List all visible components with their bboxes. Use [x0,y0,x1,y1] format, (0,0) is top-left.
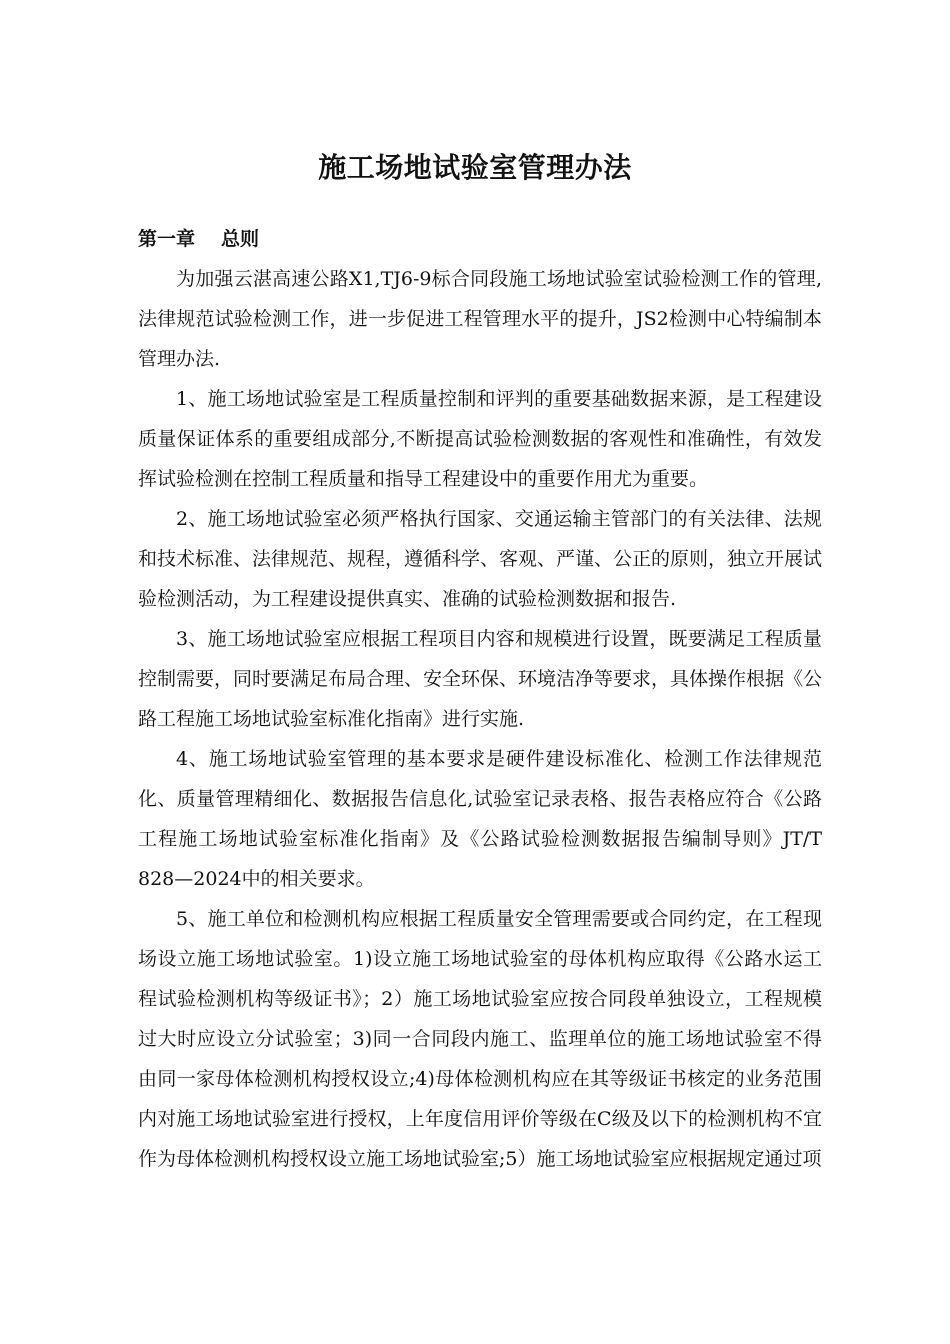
body-text [138,259,822,1179]
intro-paragraph: 为加强云湛高速公路X1,TJ6-9标合同段施工场地试验室试验检测工作的管理,法律规范试验检测工作，进一步促进工程管理水平的提升，JS2检测中心特编制本管理办法. [138,268,822,370]
chapter-number: 第一章 [138,228,196,250]
paragraph-item-1: 1、施工场地试验室是工程质量控制和评判的重要基础数据来源，是工程建设质量保证体系的重要组成部分,不断提高试验检测数据的客观性和准确性，有效发挥试验检测在控制工程质量和指导工程建设中的重要作用尤为重要。 [138,388,822,490]
paragraph-item-3: 3、施工场地试验室应根据工程项目内容和规模进行设置，既要满足工程质量控制需要，同时要满足布局合理、安全环保、环境洁净等要求，具体操作根据《公路工程施工场地试验室标准化指南》进行实施. [138,628,823,730]
chapter-heading [138,224,818,254]
paragraph-item-4: 4、施工场地试验室管理的基本要求是硬件建设标准化、检测工作法律规范化、质量管理精细化、数据报告信息化,试验室记录表格、报告表格应符合《公路工程施工场地试验室标准化指南》及《公路试验检测数据报告编制导则》JT/T 828—2024中的相关要求。 [138,748,822,890]
paragraph-item-2: 2、施工场地试验室必须严格执行国家、交通运输主管部门的有关法律、法规和技术标准、法律规范、规程，遵循科学、客观、严谨、公正的原则，独立开展试验检测活动，为工程建设提供真实、准确的试验检测数据和报告. [138,508,823,610]
document-title: 施工场地试验室管理办法 [318,151,632,184]
paragraph-item-5: 5、施工单位和检测机构应根据工程质量安全管理需要或合同约定，在工程现场设立施工场地试验室。1)设立施工场地试验室的母体机构应取得《公路水运工程试验检测机构等级证书》；2）施工场地试验室应按合同段单独设立，工程规模过大时应设立分试验室；3)同一合同段内施工、监理单位的施工场地试验室不得由同一家母体检测机构授权设立;4)母体检测机构应在其等级证书核定的业务范围内对施工场地试验室进行授权，上年度信用评价等级在C级及以下的检测机构不宜作为母体检测机构授权设立施工场地试验室;5）施工场地试验室应根据规定通过项 [138,908,822,1170]
chapter-name: 总则 [221,228,260,250]
